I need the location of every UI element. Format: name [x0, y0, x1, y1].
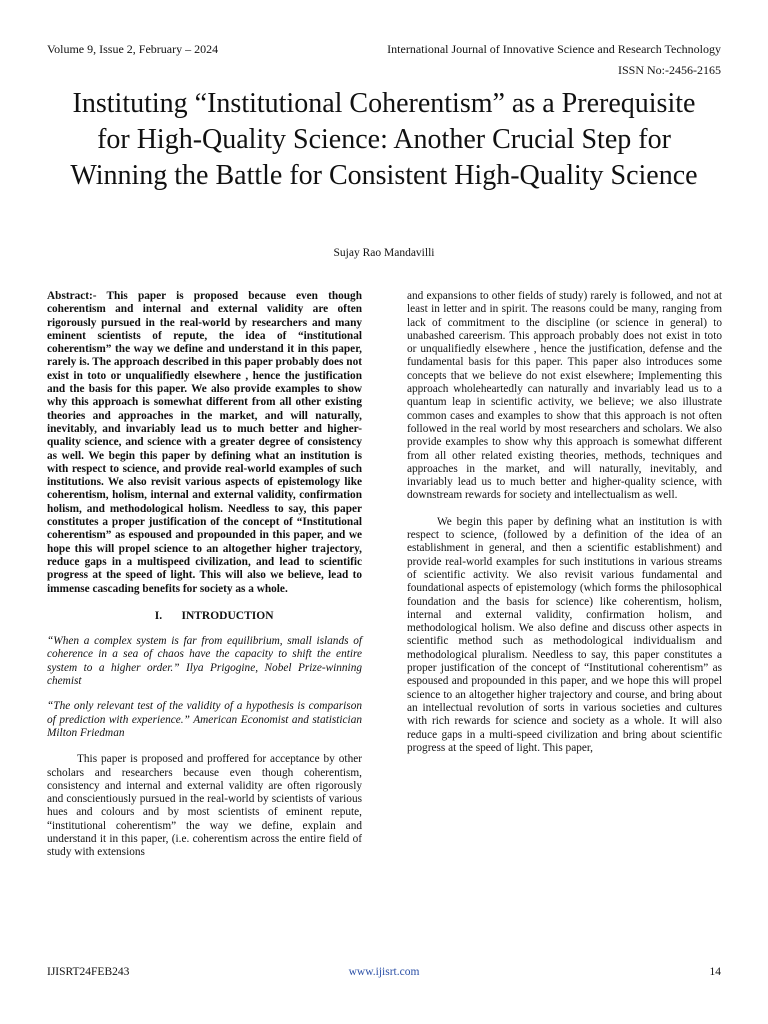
section-heading	[47, 610, 362, 623]
epigraph-quote	[47, 635, 362, 688]
epigraph-quote	[47, 700, 362, 740]
journal-volume: Volume 9, Issue 2, February – 2024	[47, 42, 219, 56]
quote-text: “The only relevant test of the validity of a hypothesis is comparison of prediction with experience.”	[47, 700, 362, 726]
section-number: I.	[154, 609, 163, 622]
body-paragraph: This paper is proposed and proffered for acceptance by other scholars and researchers because even though coherentism, consistency and internal and external validity are often rigorously and conscientiously pursued in the real-world by scientists of various hues and colours and by most scientists of eminent repute, “institutional coherentism” the way we define, explain and understand it in this paper, (i.e. coherentism across the entire field of study with extensions	[47, 753, 362, 859]
footer-url[interactable]: www.ijisrt.com	[348, 966, 420, 978]
footer-page-number: 14	[709, 966, 721, 978]
section-title: INTRODUCTION	[181, 609, 274, 622]
quote-text: “When a complex system is far from equilibrium, small islands of coherence in a sea of chaos have the capacity to shift the entire system to a higher order.”	[47, 635, 362, 674]
journal-name: International Journal of Innovative Science and Research Technology	[387, 42, 721, 56]
body-paragraph: We begin this paper by defining what an institution is with respect to science, (followed by a definition of the idea of an establishment in general, and then a scientific establishment) and provide real-world examples for such institutions in various streams of scientific activity. We also revisit various fundamental and foundational aspects of epistemology (which forms the philosophical foundation and the basis for science) like coherentism, holism, internal and external validity, confirmation holism, and methodological holism. We also define and discuss other aspects in scientific method such as methodological individualism and methodological pluralism. Needless to say, this paper constitutes a proper justification of the concept of “Institutional coherentism” as espoused and propounded in this paper, and we hope this will propel science to an altogether higher trajectory and course, and bring about an intellectual revolution of sorts in various societies and cultures with rich rewards for science and society as a whole. It will also reduce gaps in a multi-speed civilization and bring about scientific progress at the speed of light. This paper,	[407, 515, 722, 754]
quote-attribution: Ilya Prigogine, Nobel Prize-winning chemist	[47, 661, 362, 688]
paper-author: Sujay Rao Mandavilli	[333, 247, 435, 259]
body-paragraph: and expansions to other fields of study) rarely is followed, and not at least in letter and in spirit. The reasons could be many, ranging from lack of commitment to the discipline (or science in general) to unabashed careerism. This approach probably does not exist in toto or unqualifiedly elsewhere , hence the justification, defense and the fundamental basis for this paper. This paper also introduces some concepts that we believe do not exist elsewhere; Implementing this approach wholeheartedly can naturally and invariably lead us to a quantum leap in scientific activity, we believe; we also illustrate common cases and examples to show that this approach is not often followed in the real world by most researchers and scholars. We also provide examples to show why this approach is somewhat different from all other related existing theories, methods, techniques and approaches in the market, and will naturally, inevitably, and invariably lead us to much better and higher-quality science, with downstream rewards for society and intellectualism as well.	[407, 290, 722, 502]
paper-title: Instituting “Institutional Coherentism” as a Prerequisite for High-Quality Science: Another Crucial Step for Winning the Battle for Consistent High-Quality Science	[70, 88, 698, 191]
right-column	[407, 290, 722, 755]
footer-paper-id: IJISRT24FEB243	[47, 966, 130, 978]
abstract: Abstract:- This paper is proposed because even though coherentism and internal and external validity are often rigorously pursued in the real-world by researchers and many eminent scientists of repute, the idea of “institutional coherentism” the way we define and understand it in this paper, rarely is. The approach described in this paper probably does not exist in toto or unqualifiedly elsewhere , hence the justification and the basis for this paper. We also provide examples to show why this approach is somewhat different from all other existing theories and approaches in the market, and will naturally, inevitably, and invariably lead us to much better and higher-quality science, and science with a greater degree of consistency as well. We begin this paper by defining what an institution is with respect to science, and provide real-world examples of such institutions. We also revisit various aspects of epistemology like coherentism, holism, internal and external validity, confirmation holism, and methodological holism. Needless to say, this paper constitutes a proper justification of the concept of “Institutional coherentism” as espoused and propounded in this paper, and we hope this will propel science to an altogether higher trajectory, reduce gaps in a multispeed civilization, and lead to scientific progress at the speed of light. This will also we believe, lead to immense cascading benefits for society as a whole.	[47, 290, 362, 595]
journal-issn: ISSN No:-2456-2165	[617, 63, 721, 77]
left-column	[47, 290, 362, 860]
quote-attribution: American Economist and statistician Milton Friedman	[47, 713, 362, 739]
